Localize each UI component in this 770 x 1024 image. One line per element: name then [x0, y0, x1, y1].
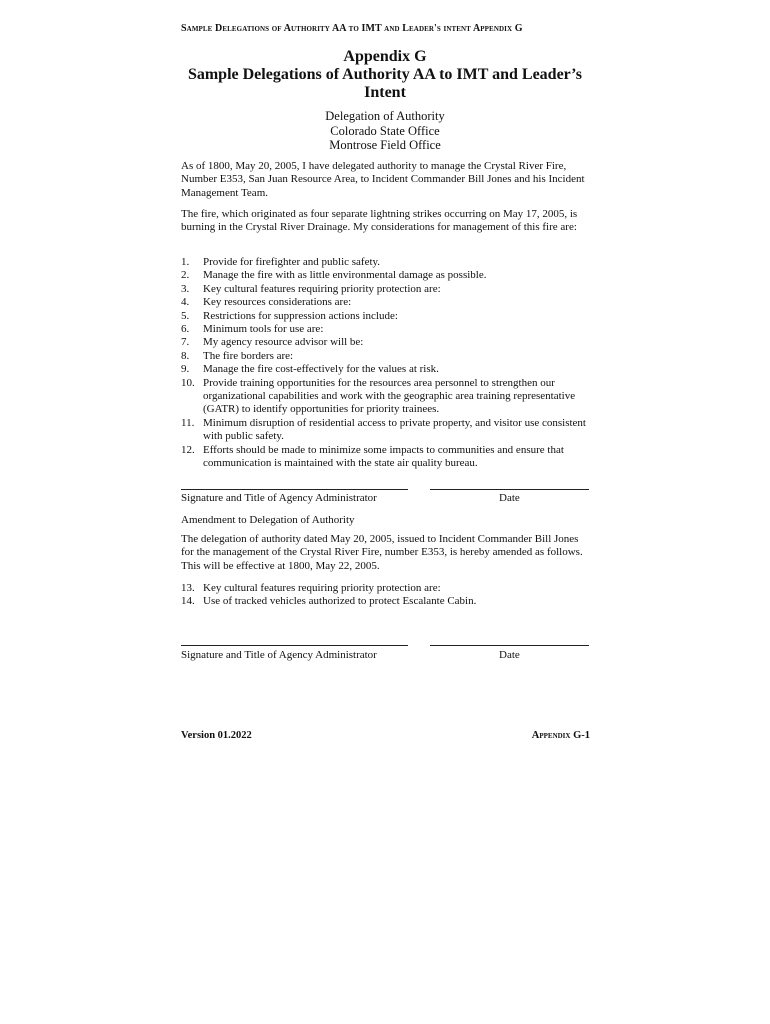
- list-item: [181, 256, 591, 269]
- item-number: 6.: [181, 323, 190, 336]
- item-number: 4.: [181, 296, 190, 309]
- amendment-list: [181, 582, 591, 609]
- delegation-paragraph: As of 1800, May 20, 2005, I have delegated authority to manage the Crystal River Fire, Number E353, San Juan Resource Area, to Incident Commander Bill Jones and his Incident Management Team.: [181, 160, 585, 199]
- signature-line: [181, 645, 408, 646]
- item-text: Manage the fire with as little environmental damage as possible.: [203, 269, 487, 282]
- list-item: [181, 310, 591, 323]
- list-item: [181, 595, 591, 608]
- document-title: [170, 48, 600, 102]
- list-item: [181, 363, 591, 376]
- item-text: Use of tracked vehicles authorized to protect Escalante Cabin.: [203, 595, 477, 608]
- item-text: Minimum tools for use are:: [203, 323, 324, 336]
- office-line-3: Montrose Field Office: [329, 138, 441, 152]
- considerations-paragraph: The fire, which originated as four separate lightning strikes occurring on May 17, 2005, is burning in the Crystal River Drainage. My considerations for management of this fire are:: [181, 208, 578, 234]
- item-text: Provide for firefighter and public safety.: [203, 256, 381, 268]
- office-block: [250, 109, 520, 153]
- considerations-list: [181, 256, 591, 471]
- item-number: 5.: [181, 309, 190, 322]
- list-item: [181, 269, 591, 282]
- version-label: Version 01.2022: [181, 730, 252, 741]
- item-number: 11.: [181, 416, 195, 429]
- date-label: Date: [499, 492, 520, 504]
- title-line-1: Appendix G: [343, 48, 427, 65]
- item-text: Manage the fire cost-effectively for the values at risk.: [203, 363, 439, 376]
- item-number: 8.: [181, 349, 190, 362]
- item-number: 2.: [181, 269, 190, 282]
- list-item: [181, 323, 591, 336]
- signature-line: [181, 489, 408, 490]
- item-text: Key cultural features requiring priority protection are:: [203, 582, 441, 594]
- amendment-paragraph: The delegation of authority dated May 20, 2005, issued to Incident Commander Bill Jones for the management of the Crystal River Fire, number E353, is hereby amended as follows. This will be effective at 1800, May 22, 2005.: [181, 533, 583, 572]
- date-line: [430, 489, 589, 490]
- item-text: Restrictions for suppression actions include:: [203, 309, 398, 322]
- title-line-2: Sample Delegations of Authority AA to IMT and Leader’s: [187, 66, 583, 83]
- office-line-2: Colorado State Office: [330, 123, 440, 138]
- item-number: 13.: [181, 582, 195, 594]
- list-item: [181, 417, 591, 444]
- item-text: Key resources considerations are:: [203, 296, 352, 309]
- item-number: 14.: [181, 595, 195, 608]
- item-number: 7.: [181, 336, 190, 349]
- list-item: [181, 444, 591, 471]
- page-number: Appendix G-1: [531, 730, 590, 741]
- list-item: [181, 283, 591, 296]
- signature-label: Signature and Title of Agency Administrator: [181, 492, 377, 504]
- list-item: [181, 336, 591, 349]
- signature-label: Signature and Title of Agency Administrator: [181, 649, 377, 661]
- running-header: Sample Delegations of Authority AA to IMT and Leader's intent Appendix G: [181, 23, 523, 34]
- list-item: [181, 377, 591, 417]
- list-item: [181, 296, 591, 309]
- item-text: Key cultural features requiring priority protection are:: [203, 282, 441, 295]
- title-line-3: Intent: [364, 84, 406, 101]
- date-label: Date: [499, 649, 520, 661]
- item-text: My agency resource advisor will be:: [203, 336, 364, 349]
- item-number: 3.: [181, 282, 190, 295]
- item-text: Efforts should be made to minimize some impacts to communities and ensure that communication is maintained with the state air quality bureau.: [203, 443, 564, 470]
- item-number: 1.: [181, 256, 190, 268]
- list-item: [181, 350, 591, 363]
- item-number: 9.: [181, 363, 190, 376]
- office-line-1: Delegation of Authority: [325, 109, 445, 123]
- list-item: [181, 582, 591, 595]
- date-line: [430, 645, 589, 646]
- item-number: 10.: [181, 376, 195, 389]
- item-text: Minimum disruption of residential access to private property, and visitor use consistent with public safety.: [203, 416, 586, 443]
- item-text: Provide training opportunities for the resources area personnel to strengthen our organizational capabilities and work with the geographic area training representative (GATR) to identify opportunities for priority trainees.: [203, 376, 576, 416]
- item-text: The fire borders are:: [203, 349, 294, 362]
- item-number: 12.: [181, 443, 195, 456]
- amendment-heading: Amendment to Delegation of Authority: [181, 514, 355, 526]
